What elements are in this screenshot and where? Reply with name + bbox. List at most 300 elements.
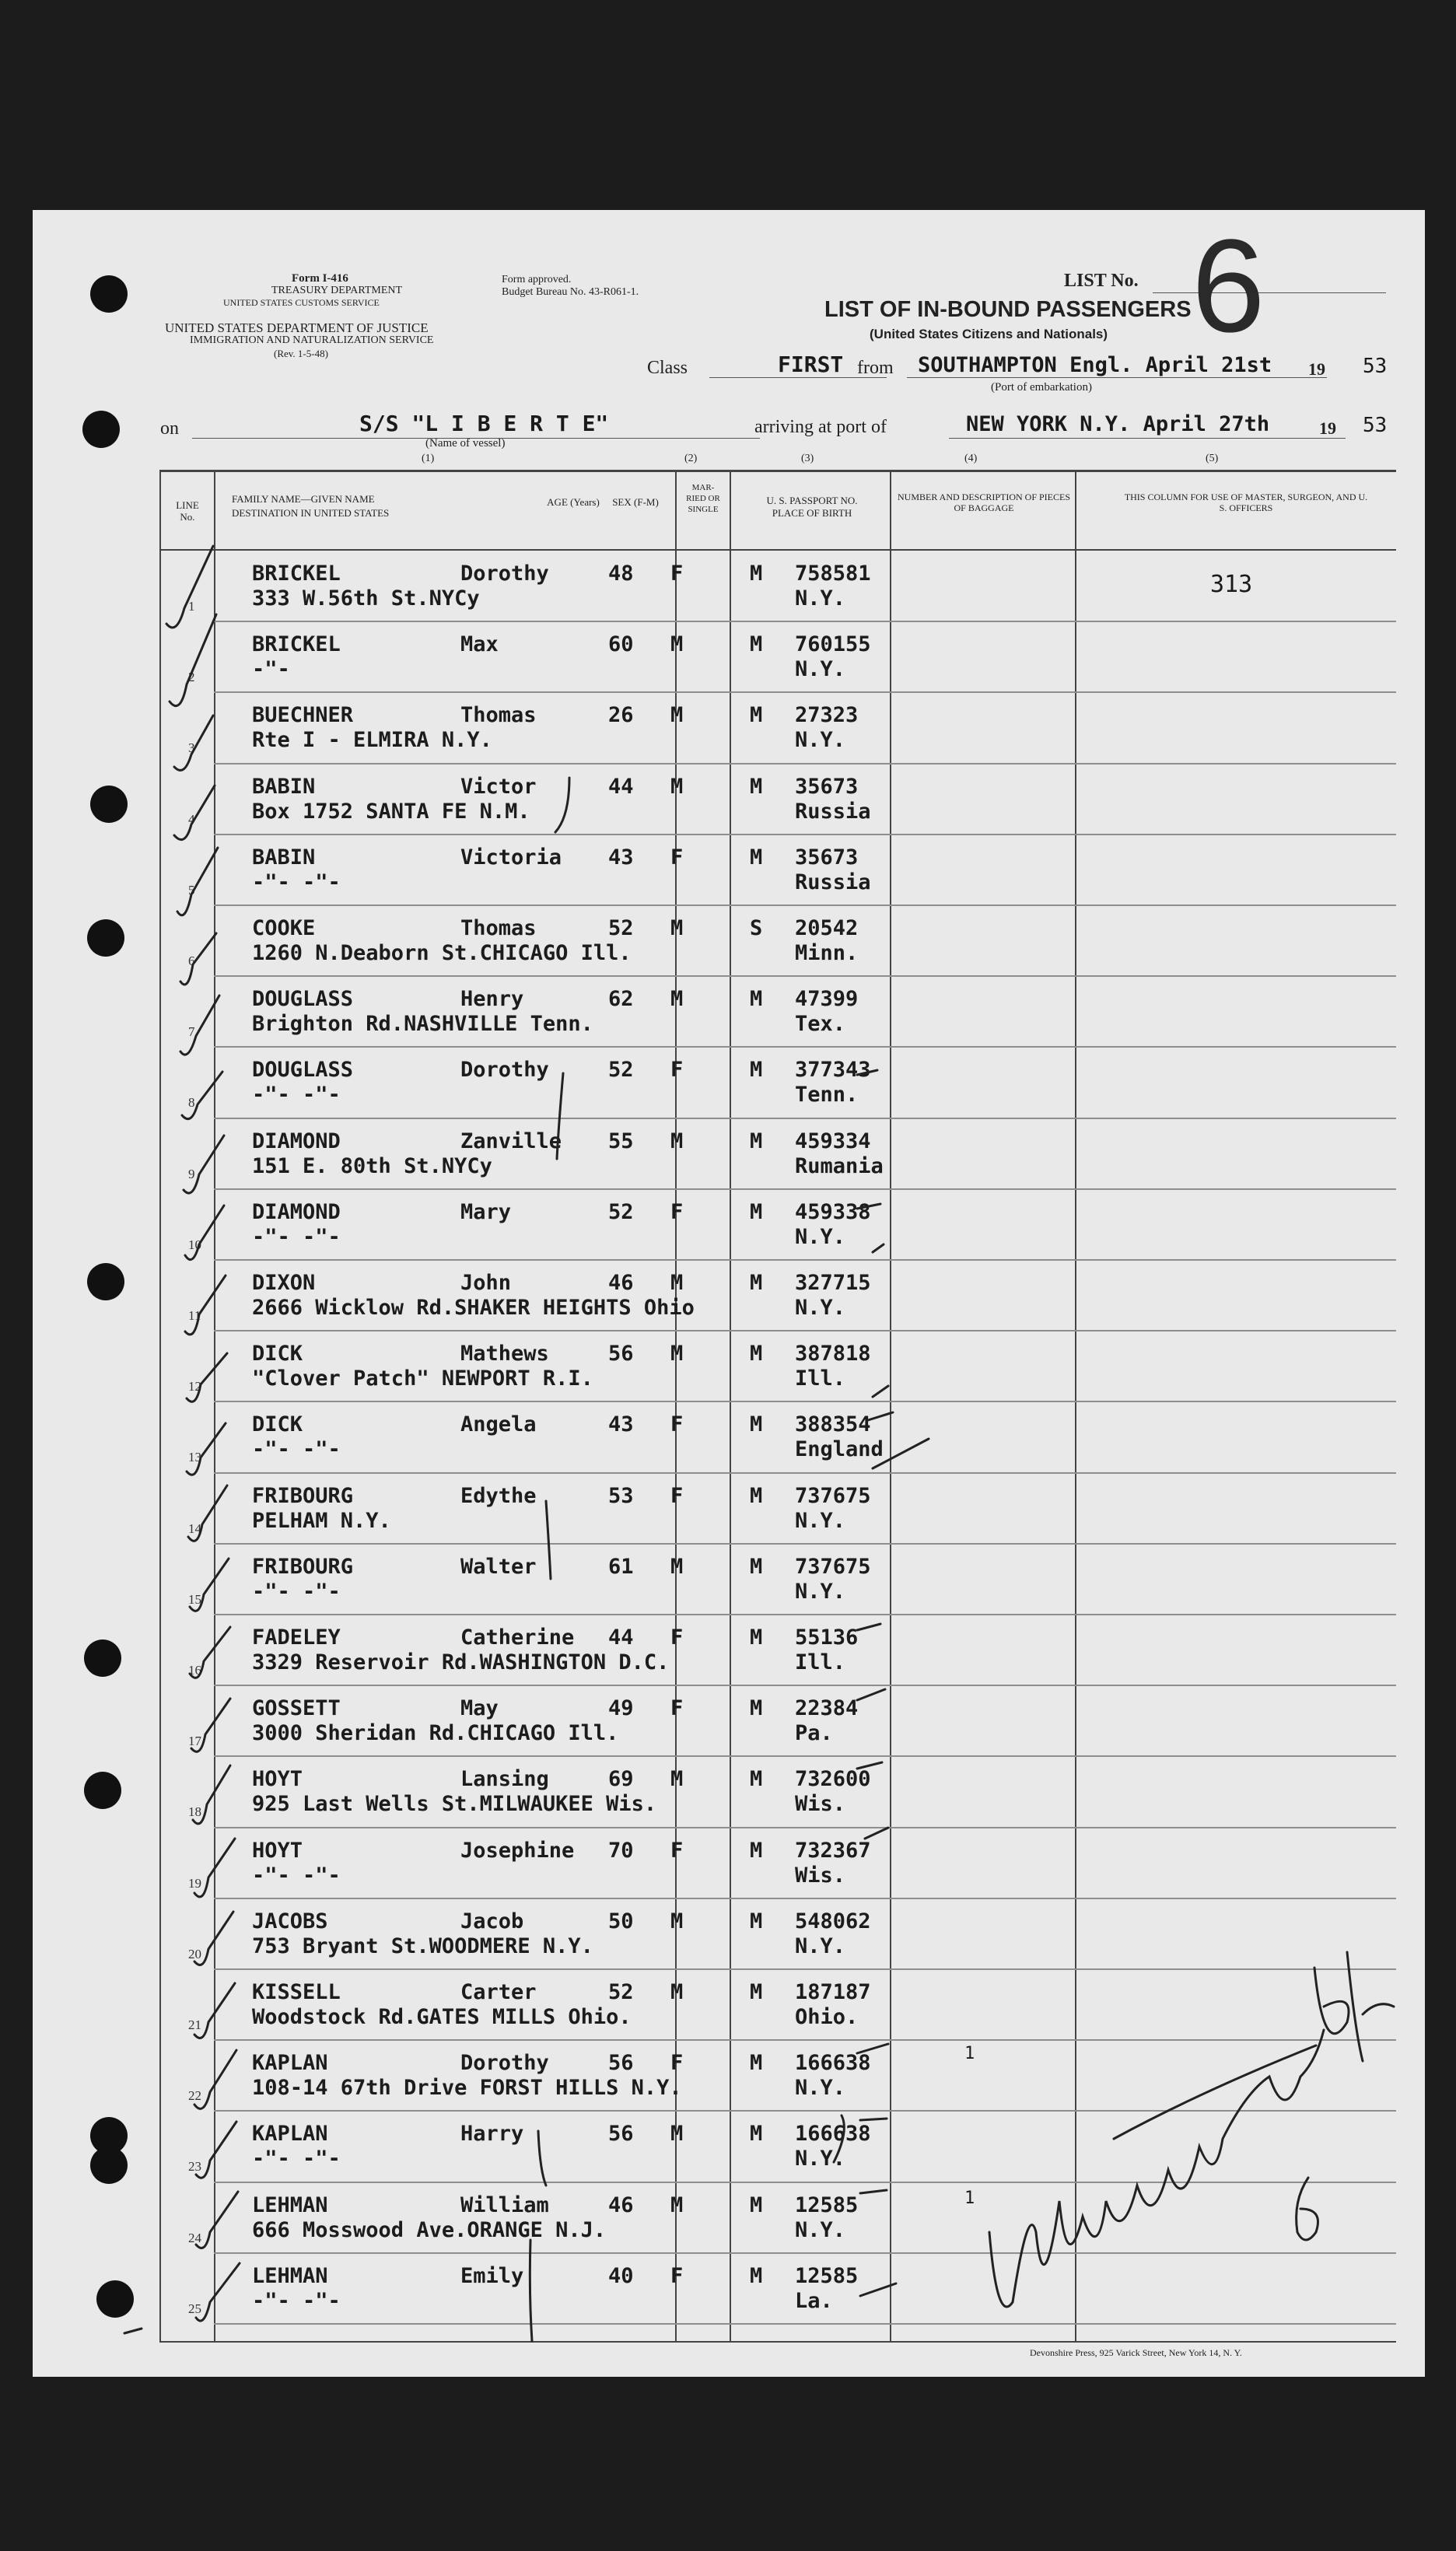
sex: M: [670, 775, 684, 799]
family-name: HOYT: [252, 1839, 303, 1863]
manifest-page: [33, 210, 1425, 2377]
list-no-label: LIST No.: [1064, 271, 1139, 291]
from-label: from: [857, 358, 894, 378]
passport-number: 12585: [795, 2264, 859, 2288]
family-name: KISSELL: [252, 1980, 341, 2004]
table-row-rule: [214, 1259, 1396, 1261]
sex: M: [670, 1342, 684, 1366]
embarkation-caption: (Port of embarkation): [991, 381, 1092, 394]
given-name: Dorothy: [460, 562, 549, 586]
place-of-birth: Minn.: [795, 941, 859, 965]
line-number: 4: [188, 812, 195, 827]
manifest-subtitle: (United States Citizens and Nationals): [870, 327, 1108, 341]
passport-number: 47399: [795, 987, 859, 1011]
vessel-name: S/S "L I B E R T E": [359, 411, 609, 436]
destination: -"- -"-: [252, 1863, 341, 1888]
age: 56: [608, 1342, 634, 1366]
sex: M: [670, 916, 684, 940]
age: 49: [608, 1696, 634, 1720]
family-name: KAPLAN: [252, 2122, 328, 2146]
table-top-rule: [159, 470, 1396, 472]
year-1: 53: [1363, 355, 1388, 378]
line-number: 21: [188, 2017, 201, 2032]
passport-number: 166638: [795, 2122, 871, 2146]
passport-number: 548062: [795, 1909, 871, 1933]
given-name: Victor: [460, 775, 537, 799]
passport-number: 737675: [795, 1484, 871, 1508]
sex: F: [670, 1200, 684, 1224]
place-of-birth: N.Y.: [795, 1225, 846, 1249]
place-of-birth: N.Y.: [795, 657, 846, 681]
sex: F: [670, 1839, 684, 1863]
treasury-dept: TREASURY DEPARTMENT: [271, 285, 403, 296]
place-of-birth: La.: [795, 2289, 833, 2313]
passport-number: 187187: [795, 1980, 871, 2004]
manifest-title: LIST OF IN-BOUND PASSENGERS: [824, 297, 1192, 322]
year-2: 53: [1363, 414, 1388, 437]
family-name: DOUGLASS: [252, 1058, 354, 1082]
family-name: LEHMAN: [252, 2193, 328, 2217]
place-of-birth: Ill.: [795, 1366, 846, 1391]
sex: F: [670, 1484, 684, 1508]
family-name: COOKE: [252, 916, 316, 940]
header-bottom-rule: [159, 549, 1396, 551]
passport-number: 35673: [795, 845, 859, 870]
punch-hole: [84, 1772, 121, 1809]
class-value: FIRST: [778, 352, 844, 377]
destination: -"- -"-: [252, 1437, 341, 1461]
given-name: Josephine: [460, 1839, 575, 1863]
line-number: 19: [188, 1876, 201, 1891]
sex: M: [670, 1909, 684, 1933]
married-status: M: [750, 1129, 763, 1153]
baggage-mark: 1: [964, 2044, 975, 2063]
place-of-birth: England: [795, 1437, 884, 1461]
punch-hole: [87, 1263, 124, 1300]
given-name: Emily: [460, 2264, 524, 2288]
family-name: KAPLAN: [252, 2051, 328, 2075]
justice-dept: UNITED STATES DEPARTMENT OF JUSTICE: [165, 320, 429, 335]
given-name: Angela: [460, 1412, 537, 1436]
year-prefix-2: 19: [1319, 418, 1336, 438]
line-number: 20: [188, 1947, 201, 1961]
given-name: John: [460, 1271, 512, 1295]
family-name: DICK: [252, 1412, 303, 1436]
given-name: Max: [460, 632, 499, 656]
given-name: Carter: [460, 1980, 537, 2004]
table-row-rule: [214, 2110, 1396, 2112]
header-line-no: LINE No.: [176, 499, 199, 523]
age: 43: [608, 845, 634, 870]
sex: M: [670, 2122, 684, 2146]
destination: 666 Mosswood Ave.ORANGE N.J.: [252, 2218, 607, 2242]
family-name: HOYT: [252, 1767, 303, 1791]
punch-hole: [90, 786, 128, 823]
form-number: Form I-416: [292, 272, 348, 285]
married-status: M: [750, 1200, 763, 1224]
passport-number: 55136: [795, 1625, 859, 1650]
sex: M: [670, 2193, 684, 2217]
passport-number: 377343: [795, 1058, 871, 1082]
table-row-rule: [214, 1330, 1396, 1331]
age: 56: [608, 2051, 634, 2075]
passport-number: 737675: [795, 1555, 871, 1579]
age: 52: [608, 916, 634, 940]
table-row-rule: [214, 763, 1396, 765]
budget-bureau: Budget Bureau No. 43-R061-1.: [502, 286, 639, 298]
arriving-label: arriving at port of: [754, 417, 887, 437]
table-row-rule: [214, 1685, 1396, 1686]
punch-hole: [87, 919, 124, 957]
line-number: 7: [188, 1024, 195, 1039]
age: 61: [608, 1555, 634, 1579]
year-prefix-1: 19: [1308, 359, 1325, 379]
table-row-rule: [214, 1614, 1396, 1615]
line-number: 24: [188, 2231, 201, 2245]
header-baggage: NUMBER AND DESCRIPTION OF PIECES OF BAGGAGE: [897, 492, 1071, 513]
table-row-rule: [214, 1472, 1396, 1474]
destination: 1260 N.Deaborn St.CHICAGO Ill.: [252, 941, 632, 965]
line-number: 11: [188, 1308, 201, 1323]
col-number-5: (5): [1206, 453, 1219, 464]
sex: F: [670, 562, 684, 586]
destination: 151 E. 80th St.NYCy: [252, 1154, 492, 1178]
family-name: BUECHNER: [252, 703, 354, 727]
destination: -"-: [252, 657, 290, 681]
table-row-rule: [214, 2252, 1396, 2254]
line-number: 3: [188, 740, 195, 755]
passport-number: 327715: [795, 1271, 871, 1295]
family-name: LEHMAN: [252, 2264, 328, 2288]
age: 70: [608, 1839, 634, 1863]
family-name: JACOBS: [252, 1909, 328, 1933]
age: 44: [608, 775, 634, 799]
line-number: 15: [188, 1592, 201, 1607]
married-status: M: [750, 1696, 763, 1720]
destination: 753 Bryant St.WOODMERE N.Y.: [252, 1934, 593, 1958]
destination: 333 W.56th St.NYCy: [252, 586, 480, 611]
sex: F: [670, 1625, 684, 1650]
married-status: M: [750, 1484, 763, 1508]
passport-number: 459334: [795, 1129, 871, 1153]
age: 26: [608, 703, 634, 727]
married-status: M: [750, 845, 763, 870]
married-status: M: [750, 1555, 763, 1579]
married-status: M: [750, 2193, 763, 2217]
family-name: DIAMOND: [252, 1200, 341, 1224]
sex: M: [670, 703, 684, 727]
destination: -"- -"-: [252, 1083, 341, 1107]
sex: F: [670, 2264, 684, 2288]
married-status: M: [750, 2264, 763, 2288]
given-name: Thomas: [460, 703, 537, 727]
arriving-underline: [949, 438, 1346, 439]
given-name: Walter: [460, 1555, 537, 1579]
line-number: 18: [188, 1804, 201, 1819]
destination: -"- -"-: [252, 1580, 341, 1604]
embarkation-port: SOUTHAMPTON Engl. April 21st: [918, 353, 1272, 377]
table-row-rule: [214, 2039, 1396, 2041]
passport-number: 27323: [795, 703, 859, 727]
passport-number: 732367: [795, 1839, 871, 1863]
passport-number: 760155: [795, 632, 871, 656]
on-label: on: [160, 418, 179, 439]
place-of-birth: N.Y.: [795, 1509, 846, 1533]
given-name: Jacob: [460, 1909, 524, 1933]
married-status: M: [750, 1839, 763, 1863]
destination: PELHAM N.Y.: [252, 1509, 391, 1533]
place-of-birth: Russia: [795, 800, 871, 824]
passport-number: 166638: [795, 2051, 871, 2075]
family-name: DIXON: [252, 1271, 316, 1295]
header-name: FAMILY NAME—GIVEN NAME: [232, 493, 375, 505]
sex: M: [670, 1980, 684, 2004]
header-birth: PLACE OF BIRTH: [772, 507, 852, 519]
table-row-rule: [214, 834, 1396, 835]
passport-number: 388354: [795, 1412, 871, 1436]
place-of-birth: N.Y.: [795, 2218, 846, 2242]
destination: Woodstock Rd.GATES MILLS Ohio.: [252, 2005, 632, 2029]
line-number: 8: [188, 1095, 195, 1110]
family-name: BRICKEL: [252, 562, 341, 586]
table-row-rule: [214, 1968, 1396, 1970]
age: 55: [608, 1129, 634, 1153]
married-status: M: [750, 987, 763, 1011]
line-number: 5: [188, 883, 195, 898]
place-of-birth: Tex.: [795, 1012, 846, 1036]
passport-number: 20542: [795, 916, 859, 940]
punch-hole: [82, 411, 120, 448]
destination: -"- -"-: [252, 1225, 341, 1249]
line-number: 2: [188, 670, 195, 684]
passport-number: 758581: [795, 562, 871, 586]
line-number: 9: [188, 1167, 195, 1181]
sex: M: [670, 1271, 684, 1295]
family-name: FRIBOURG: [252, 1555, 354, 1579]
destination: Rte I - ELMIRA N.Y.: [252, 728, 492, 752]
col-divider: [730, 470, 731, 2343]
age: 50: [608, 1909, 634, 1933]
destination: 925 Last Wells St.MILWAUKEE Wis.: [252, 1792, 657, 1816]
destination: -"- -"-: [252, 2289, 341, 2313]
line-number: 13: [188, 1450, 201, 1464]
header-passport: U. S. PASSPORT NO.: [766, 495, 858, 506]
table-row-rule: [214, 1046, 1396, 1048]
family-name: BABIN: [252, 775, 316, 799]
table-row-rule: [214, 621, 1396, 622]
married-status: M: [750, 1909, 763, 1933]
given-name: Lansing: [460, 1767, 549, 1791]
line-number: 10: [188, 1237, 201, 1252]
sex: F: [670, 1058, 684, 1082]
table-row-rule: [214, 1543, 1396, 1545]
passport-number: 387818: [795, 1342, 871, 1366]
col-number-3: (3): [801, 453, 814, 464]
given-name: Dorothy: [460, 2051, 549, 2075]
line-number: 16: [188, 1663, 201, 1678]
line-number: 14: [188, 1521, 201, 1536]
family-name: DIAMOND: [252, 1129, 341, 1153]
age: 52: [608, 1980, 634, 2004]
col-divider: [214, 470, 215, 2343]
sex: M: [670, 987, 684, 1011]
given-name: William: [460, 2193, 549, 2217]
given-name: Dorothy: [460, 1058, 549, 1082]
sex: F: [670, 2051, 684, 2075]
table-row-rule: [214, 905, 1396, 906]
baggage-mark: 1: [964, 2189, 975, 2208]
family-name: FADELEY: [252, 1625, 341, 1650]
col-divider: [1075, 470, 1076, 2343]
family-name: GOSSETT: [252, 1696, 341, 1720]
destination: -"- -"-: [252, 870, 341, 894]
sex: F: [670, 1412, 684, 1436]
col-divider: [890, 470, 891, 2343]
place-of-birth: Ohio.: [795, 2005, 859, 2029]
given-name: Edythe: [460, 1484, 537, 1508]
married-status: M: [750, 1058, 763, 1082]
place-of-birth: N.Y.: [795, 586, 846, 611]
family-name: DICK: [252, 1342, 303, 1366]
passport-number: 22384: [795, 1696, 859, 1720]
from-underline: [907, 377, 1327, 378]
given-name: Harry: [460, 2122, 524, 2146]
place-of-birth: N.Y.: [795, 2147, 846, 2171]
punch-hole: [90, 2147, 128, 2184]
passport-number: 459338: [795, 1200, 871, 1224]
table-bottom-rule: [159, 2341, 1396, 2343]
age: 62: [608, 987, 634, 1011]
place-of-birth: Ill.: [795, 1650, 846, 1674]
age: 48: [608, 562, 634, 586]
punch-hole: [90, 275, 128, 313]
married-status: M: [750, 775, 763, 799]
given-name: Catherine: [460, 1625, 575, 1650]
passport-number: 732600: [795, 1767, 871, 1791]
destination: "Clover Patch" NEWPORT R.I.: [252, 1366, 593, 1391]
given-name: Thomas: [460, 916, 537, 940]
destination: 3000 Sheridan Rd.CHICAGO Ill.: [252, 1721, 619, 1745]
header-officer-use: THIS COLUMN FOR USE OF MASTER, SURGEON, AND U. S. OFFICERS: [1124, 492, 1368, 513]
passport-number: 12585: [795, 2193, 859, 2217]
destination: Box 1752 SANTA FE N.M.: [252, 800, 530, 824]
line-number: 1: [188, 599, 195, 614]
given-name: Zanville: [460, 1129, 562, 1153]
married-status: M: [750, 2122, 763, 2146]
vessel-caption: (Name of vessel): [425, 437, 506, 450]
immigration-service: IMMIGRATION AND NATURALIZATION SERVICE: [190, 334, 434, 346]
handwritten-marks: [33, 210, 1425, 2377]
form-approved: Form approved.: [502, 274, 572, 285]
married-status: M: [750, 1271, 763, 1295]
table-row-rule: [214, 2323, 1396, 2325]
table-row-rule: [214, 2182, 1396, 2183]
line-number: 17: [188, 1734, 201, 1748]
married-status: M: [750, 632, 763, 656]
place-of-birth: Wis.: [795, 1792, 846, 1816]
sex: M: [670, 1555, 684, 1579]
line-number: 6: [188, 954, 195, 968]
given-name: Victoria: [460, 845, 562, 870]
sex: F: [670, 845, 684, 870]
line-number: 22: [188, 2088, 201, 2103]
arrival-port: NEW YORK N.Y. April 27th: [966, 412, 1270, 436]
place-of-birth: N.Y.: [795, 2076, 846, 2100]
header-age: AGE (Years): [547, 496, 600, 508]
header-sex: SEX (F-M): [612, 496, 659, 508]
age: 52: [608, 1058, 634, 1082]
line-number: 12: [188, 1379, 201, 1394]
place-of-birth: N.Y.: [795, 1296, 846, 1320]
destination: Brighton Rd.NASHVILLE Tenn.: [252, 1012, 593, 1036]
age: 52: [608, 1200, 634, 1224]
married-status: M: [750, 1342, 763, 1366]
header-destination: DESTINATION IN UNITED STATES: [232, 507, 390, 519]
table-row-rule: [214, 1118, 1396, 1119]
age: 53: [608, 1484, 634, 1508]
officer-number: 313: [1210, 571, 1253, 598]
given-name: Mathews: [460, 1342, 549, 1366]
married-status: M: [750, 1767, 763, 1791]
col-divider: [159, 470, 161, 2343]
age: 60: [608, 632, 634, 656]
table-row-rule: [214, 1188, 1396, 1190]
married-status: M: [750, 1980, 763, 2004]
printer-credit: Devonshire Press, 925 Varick Street, New York 14, N. Y.: [1030, 2347, 1242, 2358]
place-of-birth: Pa.: [795, 1721, 833, 1745]
family-name: BRICKEL: [252, 632, 341, 656]
customs-service: UNITED STATES CUSTOMS SERVICE: [223, 297, 380, 308]
family-name: BABIN: [252, 845, 316, 870]
place-of-birth: Russia: [795, 870, 871, 894]
table-row-rule: [214, 691, 1396, 693]
married-status: M: [750, 1625, 763, 1650]
age: 56: [608, 2122, 634, 2146]
class-label: Class: [647, 358, 688, 378]
age: 43: [608, 1412, 634, 1436]
given-name: May: [460, 1696, 499, 1720]
line-number: 25: [188, 2301, 201, 2316]
table-row-rule: [214, 1401, 1396, 1402]
col-number-1: (1): [422, 453, 435, 464]
sex: M: [670, 632, 684, 656]
married-status: M: [750, 2051, 763, 2075]
age: 40: [608, 2264, 634, 2288]
sex: M: [670, 1129, 684, 1153]
table-row-rule: [214, 1827, 1396, 1828]
age: 46: [608, 1271, 634, 1295]
age: 46: [608, 2193, 634, 2217]
table-row-rule: [214, 1898, 1396, 1899]
sex: F: [670, 1696, 684, 1720]
col-number-2: (2): [684, 453, 698, 464]
destination: 2666 Wicklow Rd.SHAKER HEIGHTS Ohio: [252, 1296, 695, 1320]
table-row-rule: [214, 1755, 1396, 1757]
table-row-rule: [214, 975, 1396, 977]
punch-hole: [96, 2280, 134, 2318]
place-of-birth: Tenn.: [795, 1083, 859, 1107]
married-status: S: [750, 916, 763, 940]
sex: M: [670, 1767, 684, 1791]
destination: -"- -"-: [252, 2147, 341, 2171]
age: 44: [608, 1625, 634, 1650]
revision-date: (Rev. 1-5-48): [274, 348, 328, 359]
list-no-underline: [1153, 292, 1386, 293]
place-of-birth: N.Y.: [795, 1934, 846, 1958]
age: 69: [608, 1767, 634, 1791]
line-number: 23: [188, 2159, 201, 2174]
punch-hole: [84, 1639, 121, 1677]
